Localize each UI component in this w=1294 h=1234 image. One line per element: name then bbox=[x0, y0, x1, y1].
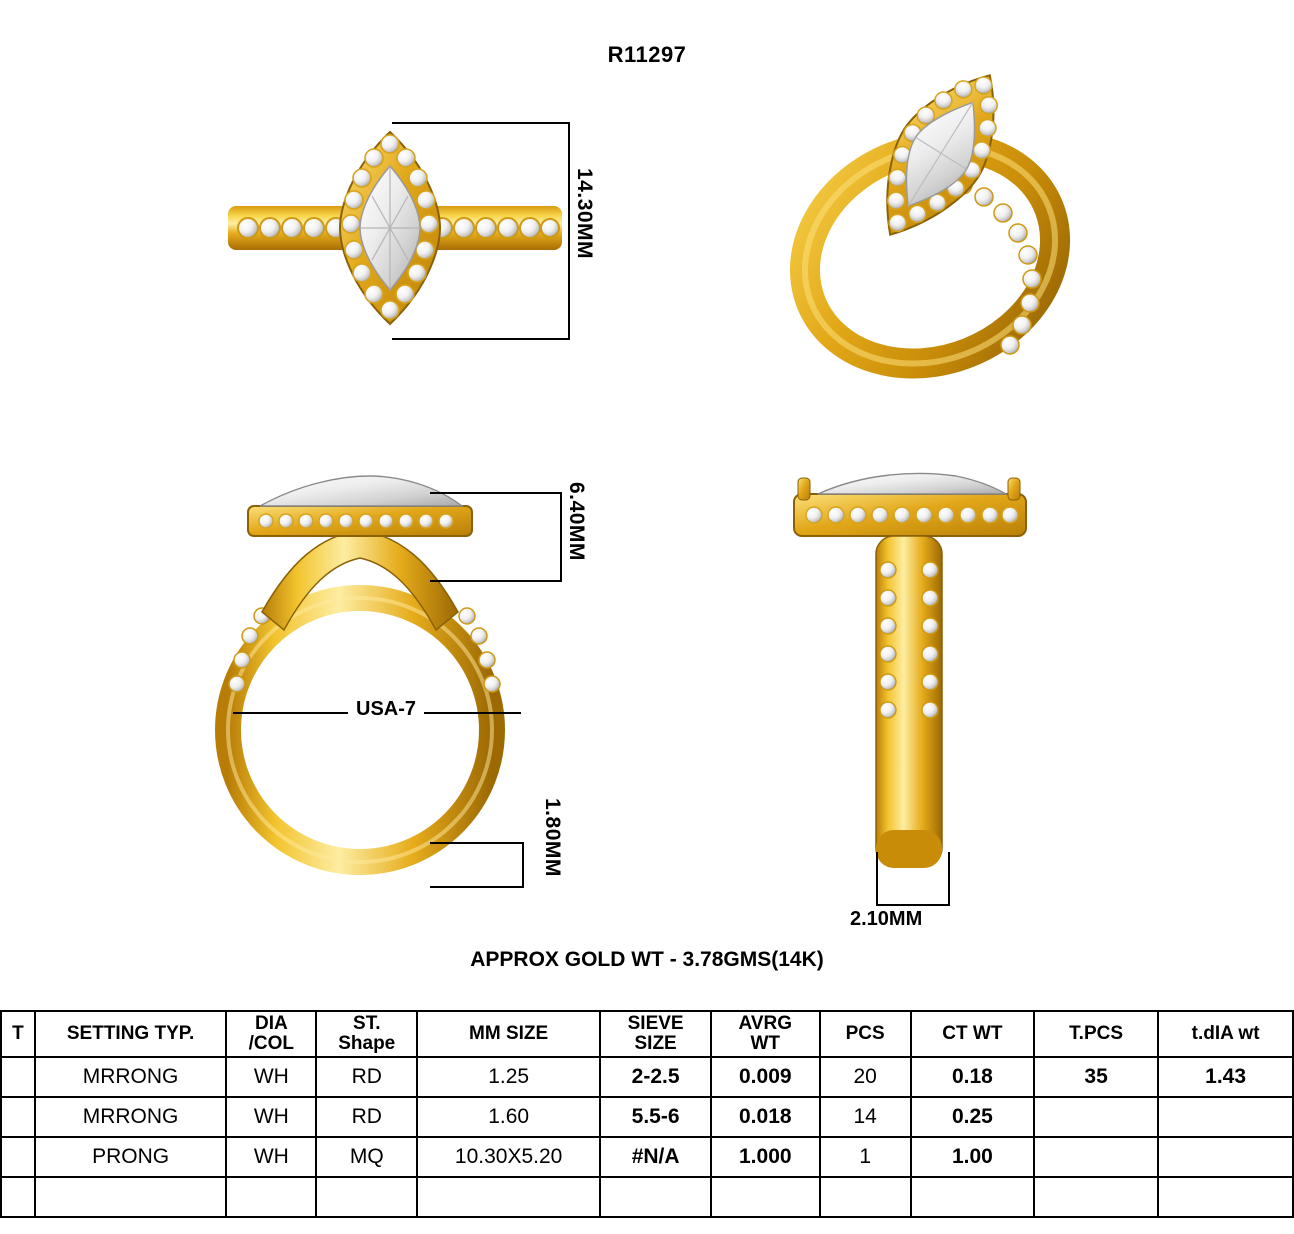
cell-t-dia-wt bbox=[1158, 1177, 1293, 1217]
dimension-label-height-top: 14.30MM bbox=[573, 168, 596, 260]
cell-t-pcs: 35 bbox=[1034, 1057, 1158, 1097]
cell-dia-col: WH bbox=[226, 1137, 316, 1177]
cell-index bbox=[1, 1057, 35, 1097]
col-header-ct-wt: CT WT bbox=[911, 1011, 1034, 1057]
specification-table bbox=[0, 1010, 1294, 1218]
dimension-label-head-height: 6.40MM bbox=[565, 482, 588, 561]
col-header-setting: SETTING TYP. bbox=[35, 1011, 226, 1057]
cell-setting bbox=[35, 1177, 226, 1217]
cell-avrg-wt: 0.018 bbox=[711, 1097, 820, 1137]
cell-mm-size: 1.25 bbox=[417, 1057, 600, 1097]
cell-setting: MRRONG bbox=[35, 1097, 226, 1137]
cell-t-dia-wt: 1.43 bbox=[1158, 1057, 1293, 1097]
cell-ct-wt bbox=[911, 1177, 1034, 1217]
cell-pcs: 1 bbox=[820, 1137, 911, 1177]
cell-index bbox=[1, 1177, 35, 1217]
cell-shape bbox=[316, 1177, 417, 1217]
dimension-label-ring-size: USA-7 bbox=[348, 698, 424, 721]
col-header-mm-size: MM SIZE bbox=[417, 1011, 600, 1057]
cell-pcs: 20 bbox=[820, 1057, 911, 1097]
col-header-t-dia-wt: t.dIA wt bbox=[1158, 1011, 1293, 1057]
col-header-0: T bbox=[1, 1011, 35, 1057]
ring-perspective-view bbox=[760, 45, 1100, 395]
table-row bbox=[1, 1057, 1293, 1097]
col-header-t-pcs: T.PCS bbox=[1034, 1011, 1158, 1057]
cell-t-pcs bbox=[1034, 1177, 1158, 1217]
col-header-st-shape: ST. Shape bbox=[316, 1011, 417, 1057]
cell-shape: RD bbox=[316, 1097, 417, 1137]
cell-mm-size bbox=[417, 1177, 600, 1217]
cell-t-dia-wt bbox=[1158, 1097, 1293, 1137]
cell-sieve: 2-2.5 bbox=[600, 1057, 711, 1097]
cell-setting: PRONG bbox=[35, 1137, 226, 1177]
cell-mm-size: 10.30X5.20 bbox=[417, 1137, 600, 1177]
cell-sieve: 5.5-6 bbox=[600, 1097, 711, 1137]
dimension-line-height-top bbox=[392, 122, 570, 340]
dimension-line-band-width bbox=[876, 852, 950, 906]
cell-sieve: #N/A bbox=[600, 1137, 711, 1177]
col-header-pcs: PCS bbox=[820, 1011, 911, 1057]
col-header-dia-col: DIA /COL bbox=[226, 1011, 316, 1057]
cell-ct-wt: 1.00 bbox=[911, 1137, 1034, 1177]
cell-pcs: 14 bbox=[820, 1097, 911, 1137]
cell-avrg-wt bbox=[711, 1177, 820, 1217]
dimension-label-band-width: 2.10MM bbox=[850, 908, 923, 930]
dimension-line-band-thickness bbox=[430, 842, 524, 888]
cell-t-dia-wt bbox=[1158, 1137, 1293, 1177]
cell-ct-wt: 0.25 bbox=[911, 1097, 1034, 1137]
table-row bbox=[1, 1097, 1293, 1137]
cell-shape: RD bbox=[316, 1057, 417, 1097]
table-row bbox=[1, 1177, 1293, 1217]
cell-ct-wt: 0.18 bbox=[911, 1057, 1034, 1097]
cell-avrg-wt: 1.000 bbox=[711, 1137, 820, 1177]
cell-t-pcs bbox=[1034, 1097, 1158, 1137]
col-header-avrg-wt: AVRG WT bbox=[711, 1011, 820, 1057]
dimension-line-head-height bbox=[430, 492, 562, 582]
cell-dia-col bbox=[226, 1177, 316, 1217]
cell-t-pcs bbox=[1034, 1137, 1158, 1177]
cell-index bbox=[1, 1097, 35, 1137]
cell-dia-col: WH bbox=[226, 1057, 316, 1097]
cell-avrg-wt: 0.009 bbox=[711, 1057, 820, 1097]
cell-pcs bbox=[820, 1177, 911, 1217]
table-row bbox=[1, 1137, 1293, 1177]
cell-setting: MRRONG bbox=[35, 1057, 226, 1097]
page-title: R11297 bbox=[607, 42, 687, 67]
cell-index bbox=[1, 1137, 35, 1177]
cell-sieve bbox=[600, 1177, 711, 1217]
col-header-sieve-size: SIEVE SIZE bbox=[600, 1011, 711, 1057]
cell-mm-size: 1.60 bbox=[417, 1097, 600, 1137]
dimension-label-band-thickness: 1.80MM bbox=[541, 798, 564, 877]
approx-gold-weight: APPROX GOLD WT - 3.78GMS(14K) bbox=[470, 948, 824, 971]
cell-shape: MQ bbox=[316, 1137, 417, 1177]
table-header-row bbox=[1, 1011, 1293, 1057]
ring-front-view bbox=[780, 470, 1040, 890]
cell-dia-col: WH bbox=[226, 1097, 316, 1137]
